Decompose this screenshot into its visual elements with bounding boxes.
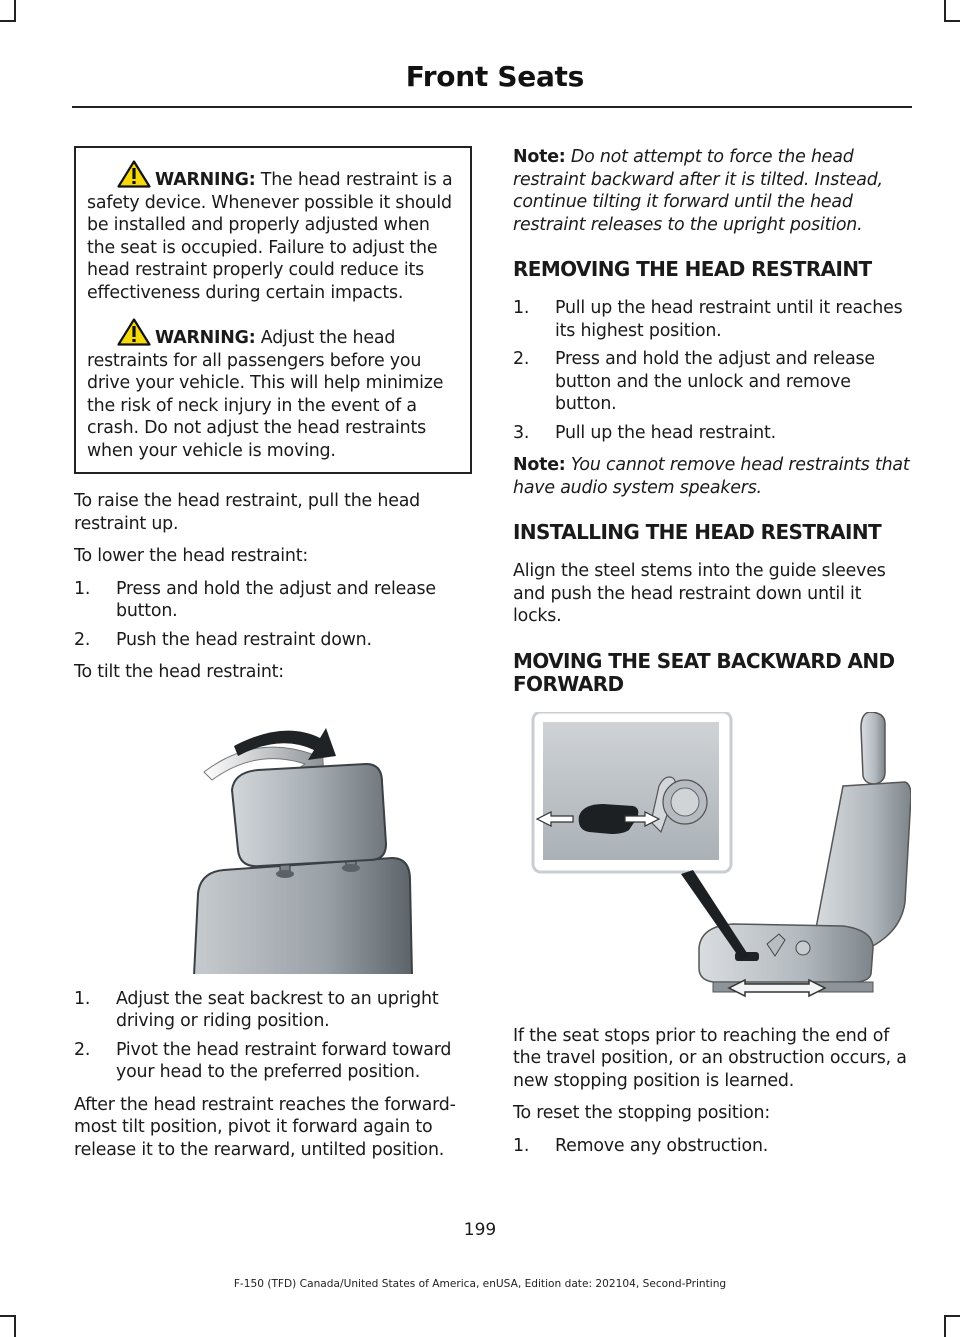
lower-steps — [74, 578, 472, 652]
warning-box — [74, 146, 472, 474]
header-rule — [72, 106, 912, 108]
stopping-position-text: If the seat stops prior to reaching the end of the travel position, or an obstruction occurs, a new stopping position is learned. — [513, 1025, 907, 1091]
list-item: 1. Press and hold the adjust and release button. — [74, 578, 436, 621]
warning-text: The head restraint is a safety device. Whenever possible it should be installed and properly adjusted when the seat is occupied. Failure to adjust the head restraint properly could reduce its effectiveness during certain impacts. — [87, 170, 453, 303]
lower-intro: To lower the head restraint: — [74, 546, 309, 566]
list-item: 1. Pull up the head restraint until it reaches its highest position. — [513, 298, 903, 341]
installing-text: Align the steel stems into the guide sleeves and push the head restraint down until it locks. — [513, 561, 886, 626]
reset-steps — [513, 1135, 911, 1158]
warning-triangle-icon — [117, 318, 151, 346]
section-heading-removing: REMOVING THE HEAD RESTRAINT — [513, 257, 872, 281]
crop-mark — [944, 20, 960, 22]
note: Note: Do not attempt to force the head restraint backward after it is tilted. Instead, continue tilting it forward until the head restraint releases to the upright position. — [513, 147, 883, 235]
after-tilt-text: After the head restraint reaches the forward-most tilt position, pivot it forward again to release it to the rearward, untilted position. — [74, 1094, 456, 1160]
crop-mark — [0, 1315, 16, 1317]
list-item: 3. Pull up the head restraint. — [513, 422, 776, 443]
tilt-steps — [74, 988, 472, 1084]
removing-steps — [513, 297, 911, 444]
warning-triangle-icon — [117, 160, 151, 188]
seat-adjust-illustration — [513, 712, 911, 1007]
crop-mark — [14, 1315, 16, 1337]
list-item: 1. Adjust the seat backrest to an upright driving or riding position. — [74, 988, 439, 1031]
crop-mark — [14, 0, 16, 22]
head-restraint-tilt-illustration — [74, 694, 472, 974]
reset-intro: To reset the stopping position: — [513, 1103, 771, 1123]
left-column — [74, 146, 472, 1171]
section-heading-installing: INSTALLING THE HEAD RESTRAINT — [513, 520, 882, 544]
list-item: 2. Press and hold the adjust and release button and the unlock and remove button. — [513, 349, 875, 414]
page-title: Front Seats — [405, 60, 584, 93]
section-heading-moving: MOVING THE SEAT BACKWARD AND FORWARD — [513, 648, 895, 696]
warning-paragraph — [87, 160, 462, 304]
edition-line: F-150 (TFD) Canada/United States of America, enUSA, Edition date: 202104, Second-Printing — [233, 1278, 727, 1290]
warning-label: WARNING: — [155, 328, 256, 348]
crop-mark — [944, 0, 946, 22]
note: Note: You cannot remove head restraints that have audio system speakers. — [513, 455, 910, 498]
crop-mark — [944, 1315, 960, 1317]
page-number: 199 — [463, 1220, 497, 1240]
list-item: 2. Push the head restraint down. — [74, 629, 372, 650]
right-column — [513, 146, 911, 1167]
warning-label: WARNING: — [155, 170, 256, 190]
warning-paragraph — [87, 318, 462, 462]
list-item: 1. Remove any obstruction. — [513, 1135, 769, 1156]
tilt-intro: To tilt the head restraint: — [74, 662, 284, 682]
crop-mark — [0, 20, 16, 22]
list-item: 2. Pivot the head restraint forward toward your head to the preferred position. — [74, 1039, 452, 1082]
raise-instruction: To raise the head restraint, pull the head restraint up. — [74, 491, 420, 534]
warning-text: Adjust the head restraints for all passengers before you drive your vehicle. This will help minimize the risk of neck injury in the event of a crash. Do not adjust the head restraints when your vehicle is moving. — [87, 328, 444, 461]
crop-mark — [944, 1315, 946, 1337]
